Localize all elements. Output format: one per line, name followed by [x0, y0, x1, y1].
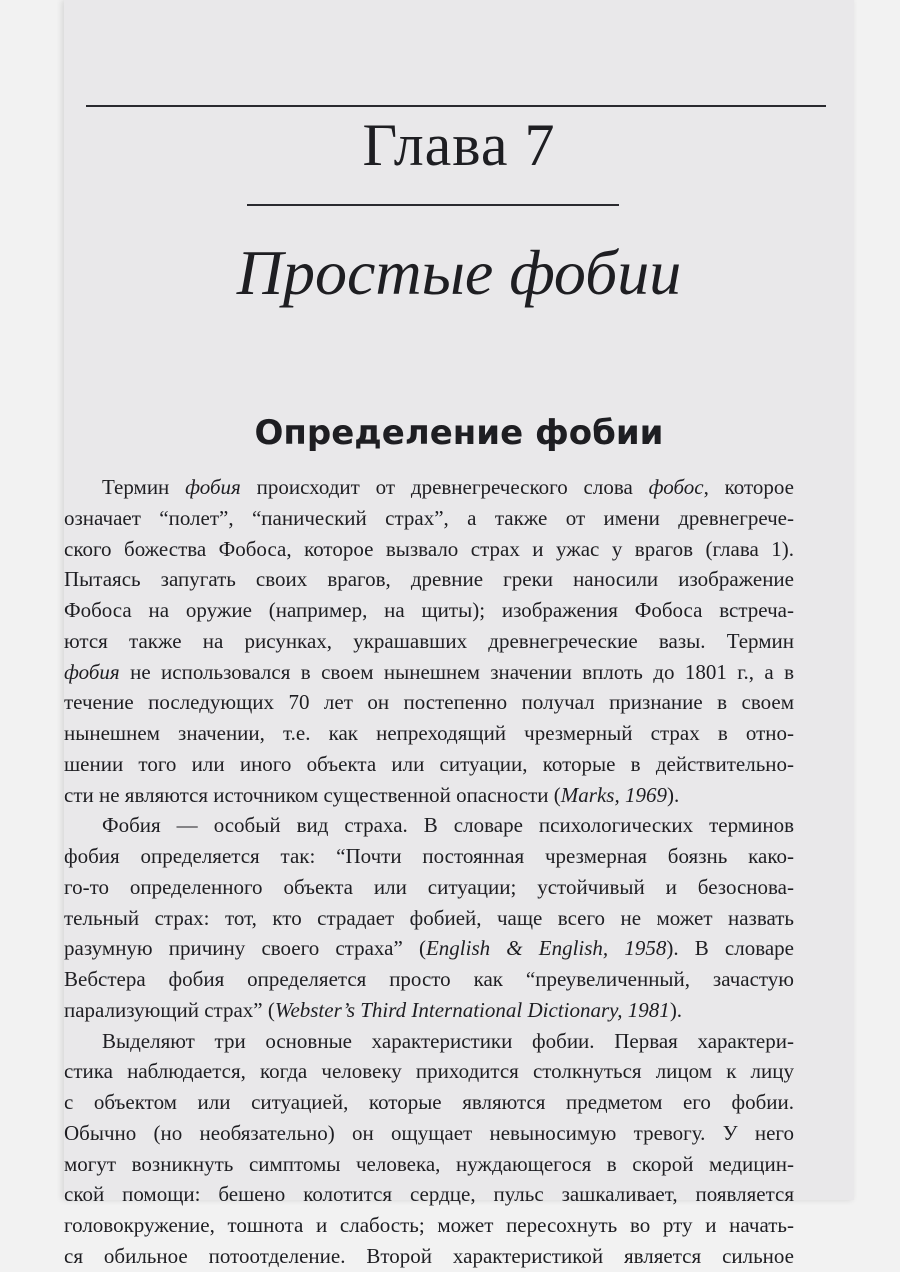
text-run: ). [669, 997, 683, 1022]
text-run: ). В словаре [666, 936, 794, 961]
text-line [64, 718, 794, 749]
text-run: ся обильное потоотделение. Второй характеристикой является сильное [64, 1243, 794, 1268]
text-line [64, 749, 794, 780]
text-line [64, 780, 794, 811]
chapter-title: Простые фобии [236, 237, 682, 308]
text-line [64, 595, 794, 626]
text-run: парализующий страх” ( [64, 997, 275, 1022]
text-line [64, 1241, 794, 1272]
italic-term: English & English, 1958 [425, 936, 667, 961]
text-run: Термин [102, 475, 186, 499]
text-line [64, 964, 794, 995]
text-run: нынешнем значении, т.е. как непреходящий чрезмерный страх в отно- [64, 721, 794, 745]
text-line [64, 1179, 794, 1210]
text-run: ются также на рисунках, украшавших древнегреческие вазы. Термин [64, 628, 794, 653]
text-line [64, 687, 794, 718]
text-line [64, 472, 794, 503]
italic-term: Marks, 1969 [560, 782, 667, 807]
text-line [64, 933, 794, 964]
chapter-number: Глава 7 [362, 112, 556, 178]
text-line [64, 810, 794, 841]
text-line [64, 1210, 794, 1241]
text-line [64, 1118, 794, 1149]
text-run: течение последующих 70 лет он постепенно получал признание в своем [64, 690, 794, 715]
section-heading: Определение фобии [254, 413, 664, 453]
text-run: не использовался в своем нынешнем значении вплоть до 1801 г., а в [119, 659, 794, 684]
text-run: могут возникнуть симптомы человека, нуждающегося в скорой медицин- [64, 1151, 794, 1176]
body-text [64, 472, 794, 1272]
text-run: разумную причину своего страха” ( [64, 936, 426, 961]
text-run: сти не являются источником существенной опасности ( [64, 782, 561, 807]
text-run: Выделяют три основные характеристики фобии. Первая характери- [102, 1028, 794, 1053]
text-line [64, 564, 794, 595]
text-run: головокружение, тошнота и слабость; может пересохнуть во рту и начать- [64, 1213, 794, 1237]
text-line [64, 534, 794, 565]
text-run: го-то определенного объекта или ситуации; устойчивый и безоснова- [64, 874, 794, 899]
text-run: ского божества Фобоса, которое вызвало страх и ужас у врагов (глава 1). [64, 536, 794, 561]
text-run: фобия определяется так: “Почти постоянная чрезмерная боязнь како- [64, 844, 794, 868]
text-line [64, 903, 794, 934]
text-line [64, 626, 794, 657]
top-rule [86, 105, 826, 107]
text-run: ). [666, 782, 680, 807]
text-line [64, 503, 794, 534]
text-line [64, 1087, 794, 1118]
text-run: с объектом или ситуацией, которые являются предметом его фобии. [64, 1090, 794, 1114]
text-line [64, 1149, 794, 1180]
italic-term: Webster’s Third International Dictionary, 1981 [274, 997, 670, 1022]
text-run: Пытаясь запугать своих врагов, древние греки наносили изображение [64, 567, 794, 592]
text-line [64, 841, 794, 872]
text-run: стика наблюдается, когда человеку приходится столкнуться лицом к лицу [64, 1059, 794, 1084]
text-run: , которое [703, 475, 794, 499]
text-run: ской помощи: бешено колотится сердце, пульс зашкаливает, появляется [64, 1182, 794, 1207]
text-line [64, 872, 794, 903]
text-run: Вебстера фобия определяется просто как “преувеличенный, зачастую [64, 967, 794, 991]
chapter-rule [247, 204, 619, 206]
text-run: Фобоса на оружие (например, на щиты); изображения Фобоса встреча- [64, 598, 794, 622]
italic-term: фобия [185, 475, 241, 499]
text-line [64, 995, 794, 1026]
text-run: тельный страх: тот, кто страдает фобией, чаще всего не может назвать [64, 905, 794, 930]
italic-term: фобия [64, 659, 120, 684]
text-run: Обычно (но необязательно) он ощущает невыносимую тревогу. У него [64, 1120, 794, 1145]
italic-term: фобос [648, 475, 704, 499]
text-run: означает “полет”, “панический страх”, а также от имени древнегрече- [64, 505, 794, 530]
text-line [64, 657, 794, 688]
text-line [64, 1056, 794, 1087]
text-run: происходит от древнегреческого слова [240, 475, 649, 499]
text-run: шении того или иного объекта или ситуации, которые в действительно- [64, 751, 794, 776]
text-run: Фобия — особый вид страха. В словаре психологических терминов [102, 813, 794, 838]
text-line [64, 1026, 794, 1057]
book-page [64, 0, 854, 1268]
